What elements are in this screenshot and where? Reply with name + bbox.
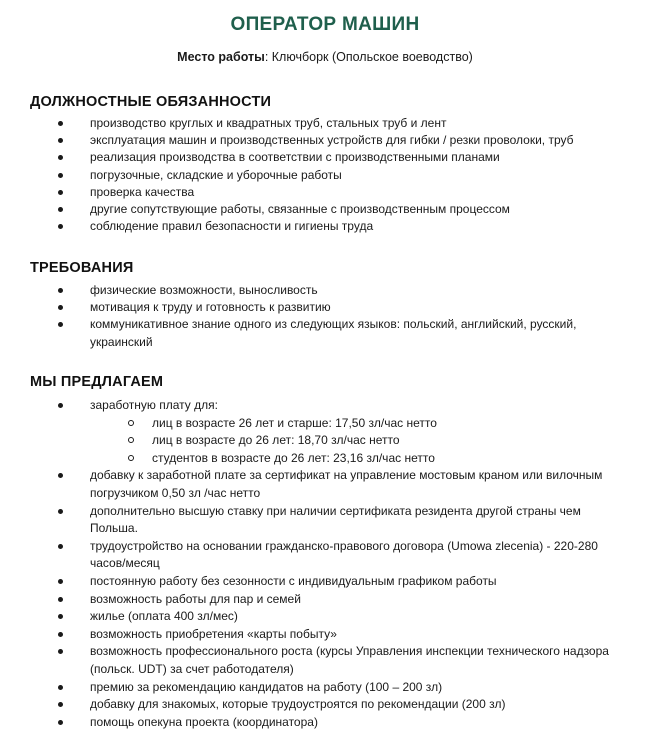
salary-rate-item: лиц в возрасте 26 лет и старше: 17,50 зл/час нетто xyxy=(90,415,628,433)
work-location xyxy=(0,50,650,64)
list-item: жилье (оплата 400 зл/мес) xyxy=(58,608,628,626)
salary-item xyxy=(58,397,628,467)
list-item: возможность приобретения «карты побыту» xyxy=(58,626,628,644)
work-location-value: : Ключборк (Опольское воеводство) xyxy=(264,50,473,64)
list-item: возможность профессионального роста (курсы Управления инспекции технического надзора (польск. UDT) за счет работодателя) xyxy=(58,643,628,678)
list-item: физические возможности, выносливость xyxy=(58,282,618,299)
requirements-heading: ТРЕБОВАНИЯ xyxy=(30,260,134,276)
list-item: реализация производства в соответствии с производственными планами xyxy=(58,149,618,166)
duties-heading: ДОЛЖНОСТНЫЕ ОБЯЗАННОСТИ xyxy=(30,94,272,110)
list-item: мотивация к труду и готовность к развитию xyxy=(58,299,618,316)
work-location-label: Место работы xyxy=(177,50,265,64)
list-item: добавку к заработной плате за сертификат на управление мостовым краном или вилочным погрузчиком 0,50 зл /час нетто xyxy=(58,467,628,502)
list-item: проверка качества xyxy=(58,184,618,201)
duties-list xyxy=(58,115,618,235)
list-item: добавку для знакомых, которые трудоустроятся по рекомендации (200 зл) xyxy=(58,696,628,714)
list-item: другие сопутствующие работы, связанные с производственным процессом xyxy=(58,201,618,218)
salary-rate-item: лиц в возрасте до 26 лет: 18,70 зл/час нетто xyxy=(90,432,628,450)
salary-rate-item: студентов в возрасте до 26 лет: 23,16 зл/час нетто xyxy=(90,450,628,468)
salary-sublist xyxy=(90,415,628,468)
list-item: постоянную работу без сезонности с индивидуальным графиком работы xyxy=(58,573,628,591)
list-item: эксплуатация машин и производственных устройств для гибки / резки проволоки, труб xyxy=(58,132,618,149)
salary-label: заработную плату для: xyxy=(90,398,218,412)
list-item: погрузочные, складские и уборочные работы xyxy=(58,167,618,184)
list-item: дополнительно высшую ставку при наличии сертификата резидента другой страны чем Польша. xyxy=(58,503,628,538)
list-item: помощь опекуна проекта (координатора) xyxy=(58,714,628,731)
list-item: трудоустройство на основании гражданско-правового договора (Umowa zlecenia) - 220-280 часов/месяц xyxy=(58,538,628,573)
page-title: ОПЕРАТОР МАШИН xyxy=(230,14,420,35)
list-item: возможность работы для пар и семей xyxy=(58,591,628,609)
list-item: соблюдение правил безопасности и гигиены труда xyxy=(58,218,618,235)
requirements-list xyxy=(58,282,618,351)
offers-list xyxy=(58,397,628,731)
list-item: коммуникативное знание одного из следующих языков: польский, английский, русский, украинский xyxy=(58,316,618,350)
offers-heading: МЫ ПРЕДЛАГАЕМ xyxy=(30,374,164,390)
list-item: премию за рекомендацию кандидатов на работу (100 – 200 зл) xyxy=(58,679,628,697)
list-item: производство круглых и квадратных труб, стальных труб и лент xyxy=(58,115,618,132)
